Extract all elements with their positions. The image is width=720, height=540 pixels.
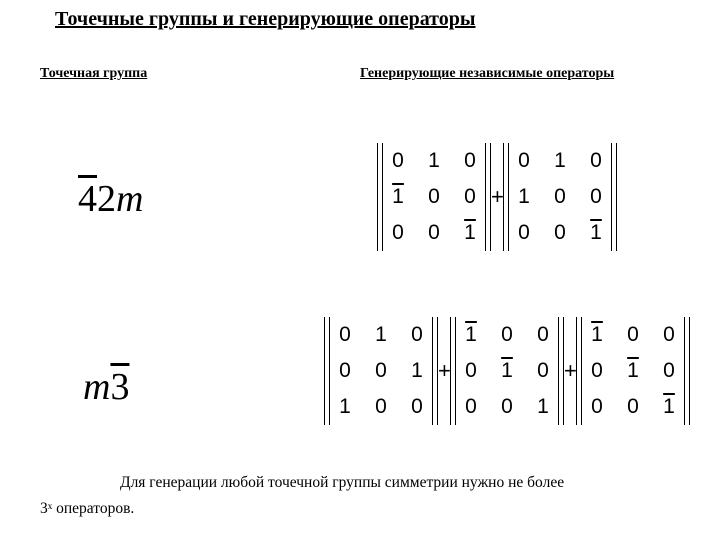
column-header-point-group: Точечная группа [40, 66, 148, 81]
matrix-cell: 0 [590, 185, 602, 208]
matrix-cell: 0 [411, 323, 423, 346]
operator-matrix [576, 317, 690, 425]
point-group-symbol-2 [83, 368, 129, 406]
plus-sign: + [491, 184, 504, 209]
operator-matrix [377, 143, 491, 251]
operator-matrix [324, 317, 438, 425]
operator-matrix [450, 317, 564, 425]
matrix-cell: 1 [590, 221, 602, 244]
matrix-cell: 1 [663, 395, 675, 418]
symbol-letter: m [83, 366, 111, 408]
matrix-cell: 0 [518, 221, 530, 244]
matrix-cell: 0 [375, 359, 387, 382]
note-line-2: 3ˣ операторов. [40, 500, 135, 517]
plus-sign: + [438, 358, 451, 383]
matrix-cell: 0 [411, 395, 423, 418]
matrix-cell: 0 [591, 395, 603, 418]
matrix-cell: 1 [518, 185, 530, 208]
matrix-cell: 0 [392, 149, 404, 172]
symbol-letter: m [116, 178, 144, 220]
point-group-symbol-1 [78, 180, 143, 218]
note-line-1: Для генерации любой точечной группы симметрии нужно не более [120, 474, 565, 491]
matrix-cell: 0 [501, 323, 513, 346]
matrix-cell: 0 [554, 221, 566, 244]
matrix-cell: 0 [627, 323, 639, 346]
matrix-cell: 0 [501, 395, 513, 418]
matrix-cell: 0 [465, 395, 477, 418]
matrix-cell: 1 [428, 149, 440, 172]
matrix-cell: 1 [465, 323, 477, 346]
note-text [40, 470, 700, 522]
matrix-cell: 0 [428, 185, 440, 208]
plus-sign: + [564, 358, 577, 383]
column-header-operators: Генерирующие независимые операторы [360, 66, 615, 81]
matrix-cell: 1 [464, 221, 476, 244]
symbol-bar-digit: 4 [78, 178, 97, 220]
matrix-cell: 1 [591, 323, 603, 346]
matrix-cell: 1 [392, 185, 404, 208]
matrix-cell: 1 [627, 359, 639, 382]
matrix-cell: 0 [663, 359, 675, 382]
matrix-cell: 0 [464, 149, 476, 172]
matrix-cell: 1 [375, 323, 387, 346]
matrix-cell: 0 [554, 185, 566, 208]
matrix-cell: 1 [501, 359, 513, 382]
matrix-cell: 1 [537, 395, 549, 418]
matrix-cell: 0 [590, 149, 602, 172]
matrix-cell: 0 [518, 149, 530, 172]
matrix-cell: 0 [591, 359, 603, 382]
matrix-cell: 0 [537, 323, 549, 346]
operators-row-2 [324, 317, 690, 425]
matrix-cell: 0 [339, 359, 351, 382]
matrix-cell: 0 [663, 323, 675, 346]
matrix-cell: 1 [339, 395, 351, 418]
operator-matrix [503, 143, 617, 251]
symbol-digit: 2 [97, 178, 116, 220]
slide-title: Точечные группы и генерирующие операторы [55, 8, 476, 30]
symbol-bar-digit: 3 [110, 366, 130, 408]
matrix-cell: 0 [428, 221, 440, 244]
matrix-cell: 0 [464, 185, 476, 208]
matrix-cell: 1 [554, 149, 566, 172]
matrix-cell: 0 [392, 221, 404, 244]
matrix-cell: 0 [465, 359, 477, 382]
matrix-cell: 0 [375, 395, 387, 418]
matrix-cell: 0 [339, 323, 351, 346]
matrix-cell: 0 [537, 359, 549, 382]
matrix-cell: 0 [627, 395, 639, 418]
operators-row-1 [377, 143, 617, 251]
matrix-cell: 1 [411, 359, 423, 382]
